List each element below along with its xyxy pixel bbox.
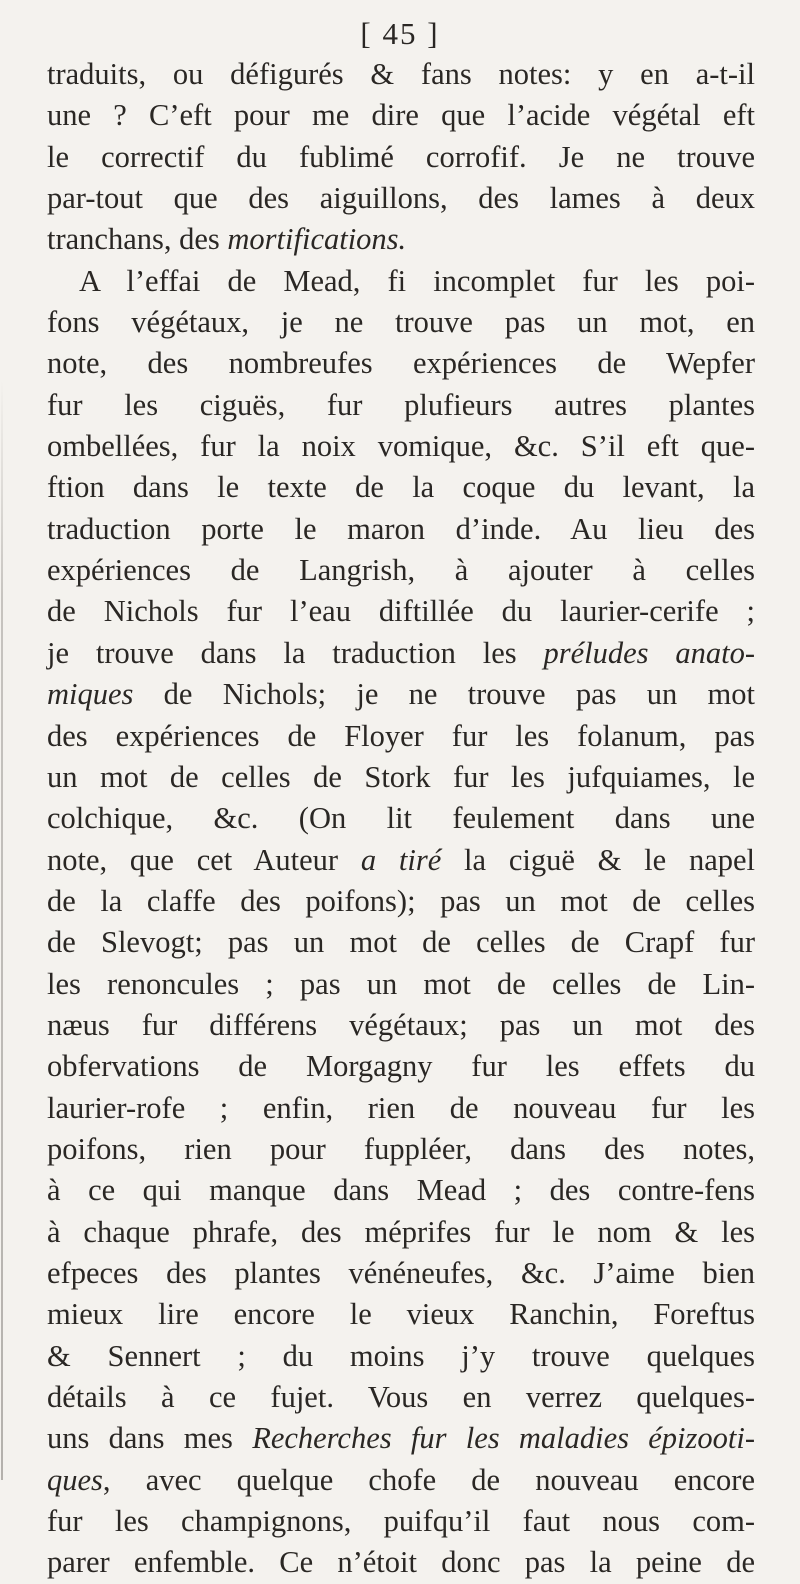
text-line (47, 137, 755, 178)
text-line (47, 633, 755, 674)
text-line (47, 550, 755, 591)
body-text (47, 54, 755, 1584)
text-run: colchique, &c. (On lit feulement dans une (47, 801, 755, 836)
text-run: les renoncules ; pas un mot de celles de Lin- (47, 966, 755, 1001)
text-line (47, 1377, 755, 1418)
text-run: fur les ciguës, fur plufieurs autres plantes (47, 387, 755, 422)
text-run: par-tout que des aiguillons, des lames à deux (47, 181, 755, 216)
text-run: ombellées, fur la noix vomique, &c. S’il eft que- (47, 429, 755, 464)
text-run: efpeces des plantes vénéneufes, &c. J’aime bien (47, 1255, 755, 1290)
text-run: fons végétaux, je ne trouve pas un mot, en (47, 305, 755, 340)
text-run: næus fur différens végétaux; pas un mot des (47, 1007, 755, 1042)
text-run: de Nichols fur l’eau diftillée du laurier-cerife ; (47, 594, 755, 629)
text-run: parer enfemble. Ce n’étoit donc pas la peine de (47, 1545, 755, 1580)
text-run: le correctif du fublimé corrofif. Je ne trouve (47, 139, 755, 174)
text-run: obfervations de Morgagny fur les effets du (47, 1049, 755, 1084)
text-line (47, 385, 755, 426)
text-run: une ? C’eft pour me dire que l’acide végétal eft (47, 98, 755, 133)
text-line (47, 1336, 755, 1377)
page-number: [ 45 ] (360, 16, 440, 51)
text-run: ftion dans le texte de la coque du levant, la (47, 470, 755, 505)
text-run: de la claffe des poifons); pas un mot de celles (47, 883, 755, 918)
text-line (47, 509, 755, 550)
text-run: un mot de celles de Stork fur les jufquiames, le (47, 759, 755, 794)
text-run: poifons, rien pour fuppléer, dans des notes, (47, 1131, 755, 1166)
text-line (47, 757, 755, 798)
text-run: uns dans mes (47, 1421, 253, 1456)
text-run: de Slevogt; pas un mot de celles de Crapf fur (47, 925, 755, 960)
text-run: , avec quelque chofe de nouveau encore (102, 1462, 755, 1497)
italic-text: a tiré (360, 842, 442, 877)
text-run: traduits, ou défigurés & fans notes: y en a-t-il (47, 57, 755, 91)
text-line (47, 922, 755, 963)
text-line (47, 343, 755, 384)
text-line (47, 426, 755, 467)
text-line (47, 1005, 755, 1046)
text-line (47, 1129, 755, 1170)
text-run: mieux lire encore le vieux Ranchin, Foreftus (47, 1297, 755, 1332)
text-run: à chaque phrafe, des méprifes fur le nom & les (47, 1214, 755, 1249)
text-line (47, 840, 755, 881)
text-run: tranchans, des (47, 222, 228, 257)
text-run: A l’effai de Mead, fi incomplet fur les poi- (79, 263, 755, 298)
text-line (47, 1418, 755, 1459)
text-line (47, 591, 755, 632)
italic-text: Recherches fur les maladies épizooti- (252, 1421, 755, 1456)
text-line (47, 1088, 755, 1129)
text-line (47, 54, 755, 95)
text-line (47, 302, 755, 343)
text-line (47, 798, 755, 839)
text-line (47, 261, 755, 302)
text-line (47, 95, 755, 136)
text-run: à ce qui manque dans Mead ; des contre-fens (47, 1173, 755, 1208)
text-line (47, 1501, 755, 1542)
text-line (47, 674, 755, 715)
text-run: détails à ce fujet. Vous en verrez quelques- (47, 1380, 755, 1414)
text-line (47, 881, 755, 922)
text-run: des expériences de Floyer fur les folanum, pas (47, 718, 755, 753)
text-run: note, des nombreufes expériences de Wepfer (47, 346, 755, 381)
text-run: je trouve dans la traduction les (47, 635, 544, 670)
text-run: laurier-rofe ; enfin, rien de nouveau fur les (47, 1090, 755, 1125)
text-run: expériences de Langrish, à ajouter à celles (47, 553, 755, 588)
text-line (47, 964, 755, 1005)
text-line (47, 716, 755, 757)
text-run: traduction porte le maron d’inde. Au lieu des (47, 511, 755, 546)
text-line (47, 1170, 755, 1211)
text-line (47, 1294, 755, 1335)
text-line (47, 219, 755, 260)
italic-text: préludes anato- (543, 635, 756, 670)
italic-text: ques (47, 1462, 103, 1497)
text-run: de Nichols; je ne trouve pas un mot (133, 677, 755, 712)
text-run: la ciguë & le napel (441, 842, 755, 877)
italic-text: miques (47, 677, 134, 712)
text-line (47, 1542, 755, 1583)
text-line (47, 1253, 755, 1294)
text-run: & Sennert ; du moins j’y trouve quelques (47, 1338, 755, 1373)
text-line (47, 1212, 755, 1253)
text-run: note, que cet Auteur (47, 842, 361, 877)
text-line (47, 1460, 755, 1501)
text-line (47, 1046, 755, 1087)
italic-text: mortifications. (227, 222, 407, 257)
text-run: fur les champignons, puifqu’il faut nous com- (47, 1504, 755, 1539)
text-line (47, 178, 755, 219)
text-line (47, 467, 755, 508)
gutter-shadow (1, 380, 3, 1480)
